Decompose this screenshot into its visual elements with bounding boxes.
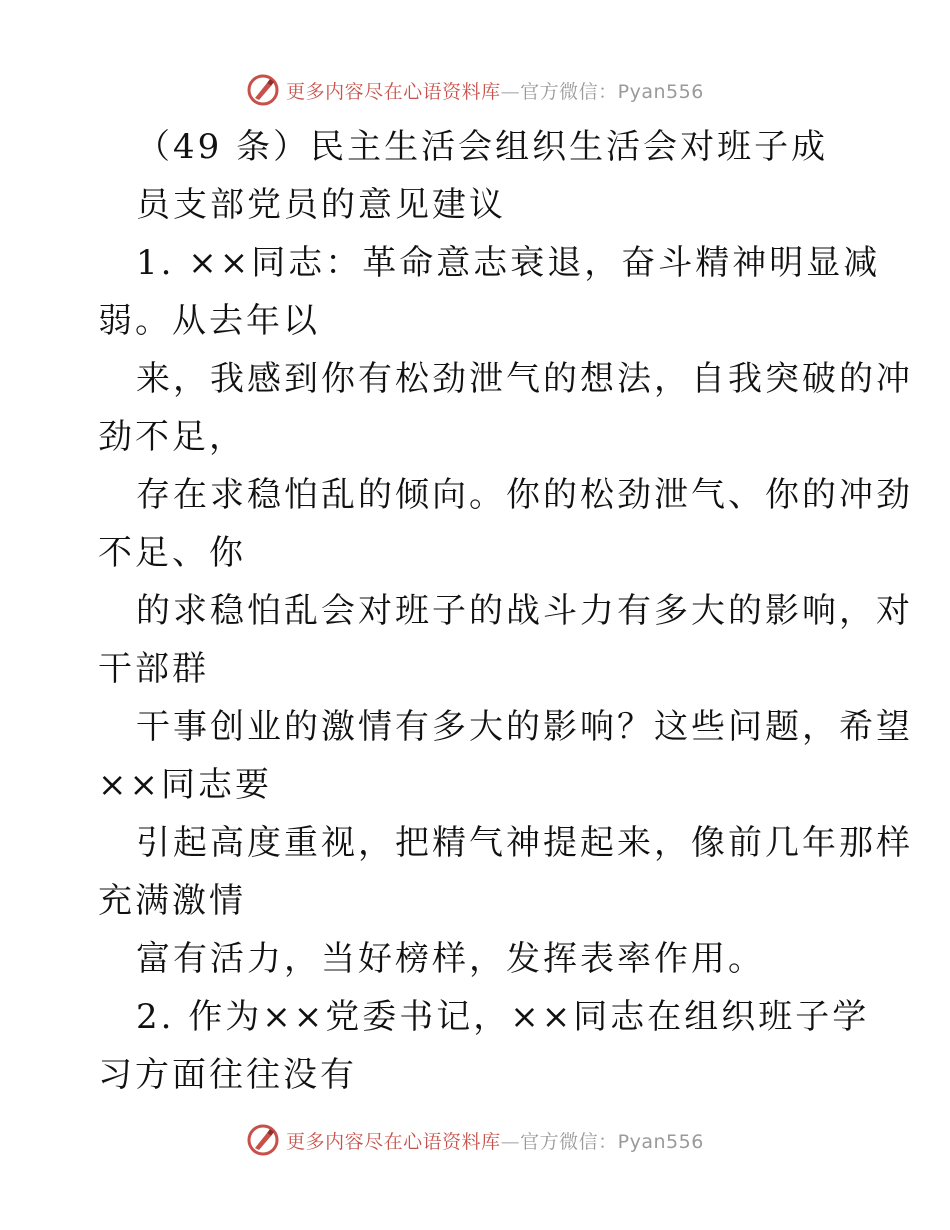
text-line: 员支部党员的意见建议 <box>136 185 506 225</box>
text-line: （49 条）民主生活会组织生活会对班子成 <box>136 127 829 167</box>
watermark-wechat-text: 官方微信：Pyan556 <box>520 80 704 103</box>
text-line: 1. ××同志：革命意志衰退，奋斗精神明显减 <box>136 243 881 283</box>
text-line: 来，我感到你有松劲泄气的想法，自我突破的冲 <box>136 359 913 399</box>
pen-logo-icon <box>246 73 280 107</box>
text-line: 富有活力，当好榜样，发挥表率作用。 <box>136 939 765 979</box>
watermark-wechat-text: 官方微信：Pyan556 <box>520 1130 704 1153</box>
text-line: 弱。从去年以 <box>98 301 320 341</box>
text-line: 习方面往往没有 <box>98 1055 357 1095</box>
watermark-main-text: 更多内容尽在心语资料库 <box>286 80 501 103</box>
text-line: 2. 作为××党委书记，××同志在组织班子学 <box>136 997 870 1037</box>
text-line: 充满激情 <box>98 881 246 921</box>
text-line: 干部群 <box>98 649 209 689</box>
watermark-separator: — <box>500 1130 521 1153</box>
pen-logo-icon <box>246 1123 280 1157</box>
text-line: ××同志要 <box>98 765 272 805</box>
watermark-text <box>286 1127 704 1154</box>
watermark-text <box>286 77 704 104</box>
text-line: 劲不足， <box>98 417 246 457</box>
footer-watermark <box>0 1120 950 1160</box>
watermark-main-text: 更多内容尽在心语资料库 <box>286 1130 501 1153</box>
header-watermark <box>0 70 950 110</box>
text-line: 干事创业的激情有多大的影响？这些问题，希望 <box>136 707 913 747</box>
watermark-separator: — <box>500 80 521 103</box>
text-line: 的求稳怕乱会对班子的战斗力有多大的影响，对 <box>136 591 913 631</box>
text-line: 引起高度重视，把精气神提起来，像前几年那样 <box>136 823 913 863</box>
document-body <box>98 118 913 1104</box>
text-line: 存在求稳怕乱的倾向。你的松劲泄气、你的冲劲 <box>136 475 913 515</box>
text-line: 不足、你 <box>98 533 246 573</box>
